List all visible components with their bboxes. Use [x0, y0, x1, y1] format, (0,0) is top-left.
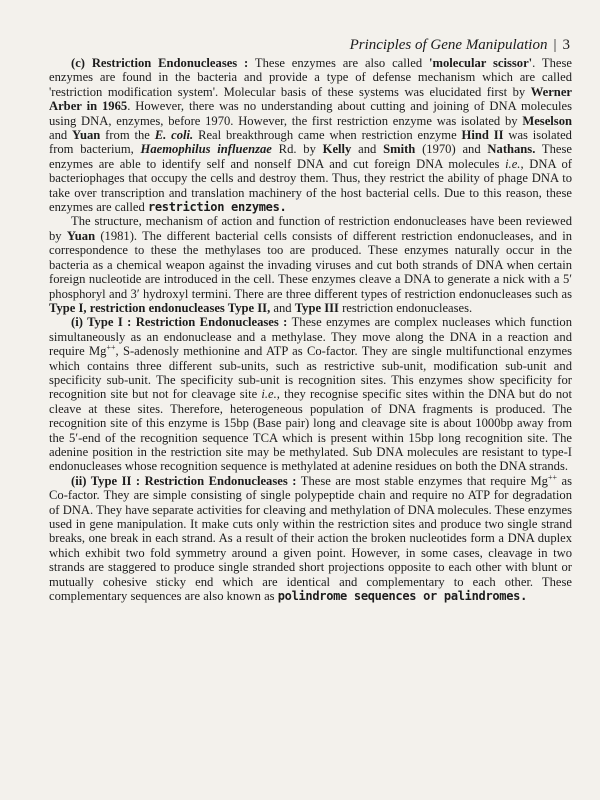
text-run: . However, there was no understanding about cutting and joining of DNA molecules using DNA, enzymes, before 1970. However, the first restriction enzyme was isolated by [49, 99, 572, 128]
name-kelly: Kelly [322, 142, 352, 157]
name-smith: Smith [383, 142, 416, 157]
name-werner-arber: Werner Arber in 1965 [49, 84, 572, 114]
name-yuan: Yuan [66, 228, 96, 243]
page-number: 3 [562, 37, 570, 53]
text-run: (1981). The different bacterial cells consists of different restriction endonucleases, and in correspondence to these the methylases too are produced. These enzymes naturally occur in the bacteria as a chemical weapon against the invading viruses and cut both strands of DNA when certain foreign nucleotide are introduced in the cell. These enzymes cleave a DNA to generate a nick with a 5′ phosphoryl and 3′ hydroxyl termini. There are three different types of restriction endonucleases such as [49, 228, 573, 301]
text-run: as Co-factor. They are simple consisting of single polypeptide chain and require no ATP for degradation of DNA. They have separate activities for cleaving and methylation of DNA molecules. These enzymes used in gene manipulation. It make cuts only within the restriction sites and produce two single strand breaks, one break in each strand. As a result of their action the broken nucleotides form a DNA duplex which exhibit two fold symmetry around a given point. However, in some cases, cleavage in two strands are staggered to produce single stranded short projections opposite to each other with blunt or mutually cohesive sticky end which are identical and complementary to each other. These complementary sequences are also known as [49, 473, 573, 604]
text-run: These enzymes are able to identify self and nonself DNA and cut foreign DNA molecules [49, 142, 572, 171]
body-text [49, 56, 572, 603]
text-run: These enzymes are complex nucleases which function simultaneously as an endonuclease and a methylase. They move along the DNA in a reaction and require Mg [49, 315, 572, 359]
paragraph-type-ii [49, 474, 572, 604]
text-run: Rd. by [271, 142, 323, 157]
paragraph-restriction-endonucleases [49, 56, 572, 214]
enzyme-hind-ii: Hind II [461, 128, 504, 143]
text-run: they recognise specific sites within the DNA but do not cleave at these sites. Therefore, heterogeneous population of DNA fragments is produced. The recognition site of this enzyme is 15bp (Base pair) long and cleavage site is about 1000bp away from the 5′-end of the recognition sequence TCA which is present within 15bp long recognition site. The adenine position in the restriction site may be methylated. Sub DNA molecules are resistant to type-I endonucleases whose recognition sequence is methylated at adenine residues on both the DNA strands. [49, 387, 572, 474]
organism-haemophilus: Haemophilus influenzae [140, 142, 272, 157]
name-yuan: Yuan [72, 128, 101, 143]
text-run: DNA of bacteriophages that occupy the cells and destroy them. Thus, they restrict the ability of phage DNA to take over transcription and translation machinery of the host bacterial cells. Due to this reason, these enzymes are called [49, 156, 572, 215]
text-run: The structure, mechanism of action and function of restriction endonucleases have been reviewed by [49, 214, 572, 243]
text-run: These are most stable enzymes that require Mg [296, 473, 548, 488]
section-heading: (ii) Type II : Restriction Endonucleases : [71, 473, 297, 488]
paragraph-structure-mechanism [49, 214, 572, 315]
name-meselson: Meselson [522, 113, 572, 128]
running-head-title: Principles of Gene Manipulation [349, 37, 548, 53]
running-head [49, 36, 572, 54]
term-types: Type I, restriction endonucleases Type II, [49, 300, 271, 315]
text-run: Real breakthrough came when restriction enzyme [193, 128, 462, 143]
superscript: ++ [106, 342, 116, 352]
text-run: and [351, 142, 384, 157]
abbrev-ie: i.e., [261, 387, 280, 402]
superscript: ++ [547, 472, 557, 482]
term-palindromes: polindrome sequences or palindromes. [277, 589, 528, 604]
name-nathans: Nathans. [487, 142, 536, 157]
text-run: . These enzymes are found in the bacteria and provide a type of defense mechanism which are called 'restriction modification system'. Molecular basis of these systems was elucidated first by [49, 56, 572, 99]
paragraph-type-i [49, 315, 572, 473]
text-run: and [270, 300, 295, 315]
section-heading: (c) Restriction Endonucleases : [71, 56, 249, 70]
running-head-separator: | [553, 37, 557, 53]
text-run: restriction endonucleases. [338, 300, 473, 315]
text-run: and [49, 128, 73, 143]
text-run: was isolated from bacterium, [49, 128, 572, 157]
term-type-iii: Type III [294, 300, 339, 315]
text-run: from the [100, 128, 155, 143]
text-run: These enzymes are also called [248, 56, 429, 70]
text-run: , S-adenosly methionine and ATP as Co-factor. They are single multifunctional enzymes which contains three different sub-units, such as restrictive sub-unit, modification sub-unit and specificity sub-unit. The specificity sub-unit is recognition sites. This enzymes show specificity for recognition site but not for cleavage site [49, 344, 572, 402]
term-restriction-enzymes: restriction enzymes. [147, 200, 287, 215]
text-run: (1970) and [415, 142, 488, 157]
section-heading: (i) Type I : Restriction Endonucleases : [71, 315, 288, 330]
organism-e-coli: E. coli. [154, 128, 194, 143]
term-molecular-scissor: 'molecular scissor' [429, 56, 533, 70]
abbrev-ie: i.e., [505, 156, 524, 171]
